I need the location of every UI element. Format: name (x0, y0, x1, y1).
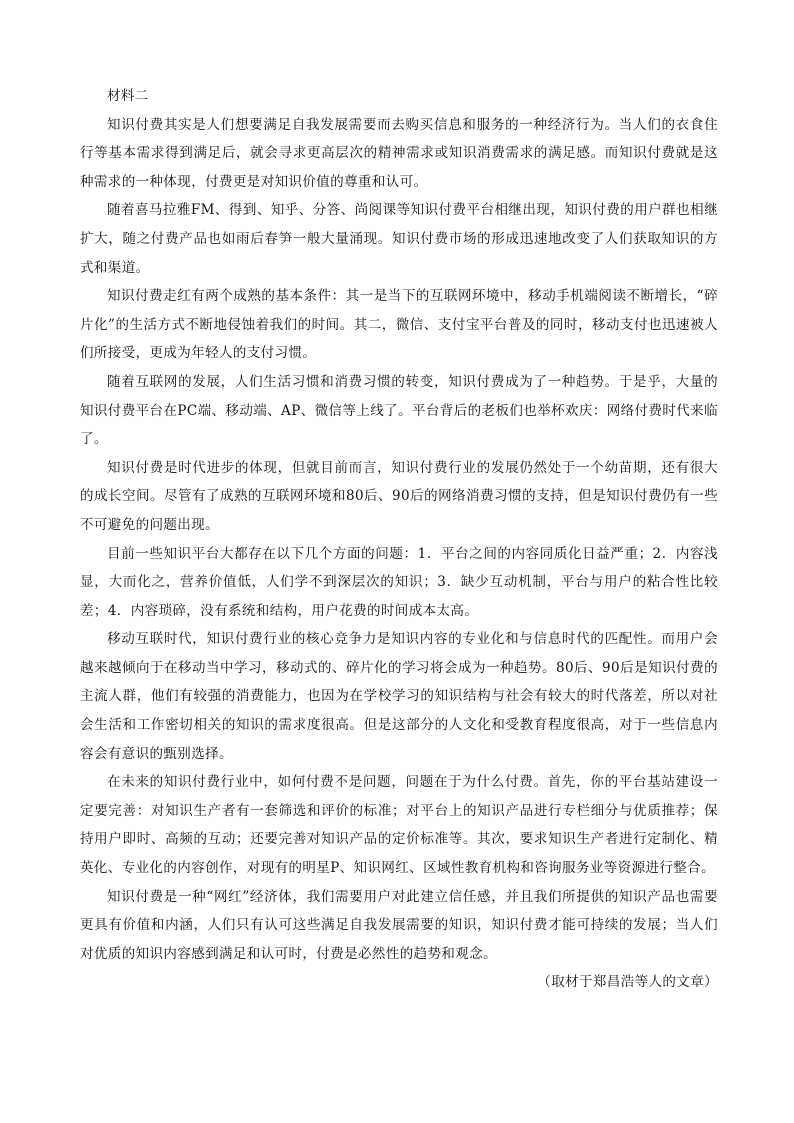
article-body (80, 82, 718, 997)
paragraph-4: 随着互联网的发展，人们生活习惯和消费习惯的转变，知识付费成为了一种趋势。于是乎，大量的知识付费平台在PC端、移动端、AP、微信等上线了。平台背后的老板们也举杯欢庆：网络付费时代来临了。 (80, 373, 718, 448)
paragraph-8: 在未来的知识付费行业中，如何付费不是问题，问题在于为什么付费。首先，你的平台基站建设一定要完善：对知识生产者有一套筛选和评价的标准；对平台上的知识产品进行专栏细分与优质推荐；保持用户即时、高频的互动；还要完善对知识产品的定价标准等。其次，要求知识生产者进行定制化、精英化、专业化的内容创作，对现有的明星P、知识网红、区域性教育机构和咨询服务业等资源进行整合。 (80, 774, 718, 877)
paragraph-3: 知识付费走红有两个成熟的基本条件：其一是当下的互联网环境中，移动手机端阅读不断增长，“碎片化”的生活方式不断地侵蚀着我们的时间。其二，微信、支付宝平台普及的同时，移动支付也迅速被人们所接受，更成为年轻人的支付习惯。 (80, 288, 718, 362)
paragraph-1: 知识付费其实是人们想要满足自我发展需要而去购买信息和服务的一种经济行为。当人们的衣食住行等基本需求得到满足后，就会寻求更高层次的精神需求或知识消费需求的满足感。而知识付费就是这种需求的一种体现，付费更是对知识价值的尊重和认可。 (80, 116, 718, 190)
paragraph-5: 知识付费是时代进步的体现，但就目前而言，知识付费行业的发展仍然处于一个幼苗期，还有很大的成长空间。尽管有了成熟的互联网环境和80后、90后的网络消费习惯的支持，但是知识付费仍有一些不可避免的问题出现。 (80, 459, 718, 533)
paragraph-9: 知识付费是一种“网红”经济体，我们需要用户对此建立信任感，并且我们所提供的知识产品也需要更具有价值和内涵，人们只有认可这些满足自我发展需要的知识，知识付费才能可持续的发展；当人们对优质的知识内容感到满足和认可时，付费是必然性的趋势和观念。 (80, 888, 718, 962)
source-citation: （取材于郑昌浩等人的文章） (537, 974, 718, 991)
paragraph-2: 随着喜马拉雅FM、得到、知乎、分答、尚阅课等知识付费平台相继出现，知识付费的用户群也相继扩大，随之付费产品也如雨后春笋一般大量涌现。知识付费市场的形成迅速地改变了人们获取知识的方式和渠道。 (80, 202, 718, 276)
paragraph-7: 移动互联时代，知识付费行业的核心竞争力是知识内容的专业化和与信息时代的匹配性。而用户会越来越倾向于在移动当中学习，移动式的、碎片化的学习将会成为一种趋势。80后、90后是知识付费的主流人群，他们有较强的消费能力，也因为在学校学习的知识结构与社会有较大的时代落差，所以对社会生活和工作密切相关的知识的需求度很高。但是这部分的人文化和受教育程度很高，对于一些信息内容会有意识的甄别选择。 (80, 631, 718, 762)
section-heading: 材料二 (107, 88, 149, 104)
paragraph-6: 目前一些知识平台大都存在以下几个方面的问题：1．平台之间的内容同质化日益严重；2．内容浅显，大而化之，营养价值低，人们学不到深层次的知识；3．缺少互动机制，平台与用户的粘合性比较差；4．内容琐碎，没有系统和结构，用户花费的时间成本太高。 (80, 545, 718, 619)
